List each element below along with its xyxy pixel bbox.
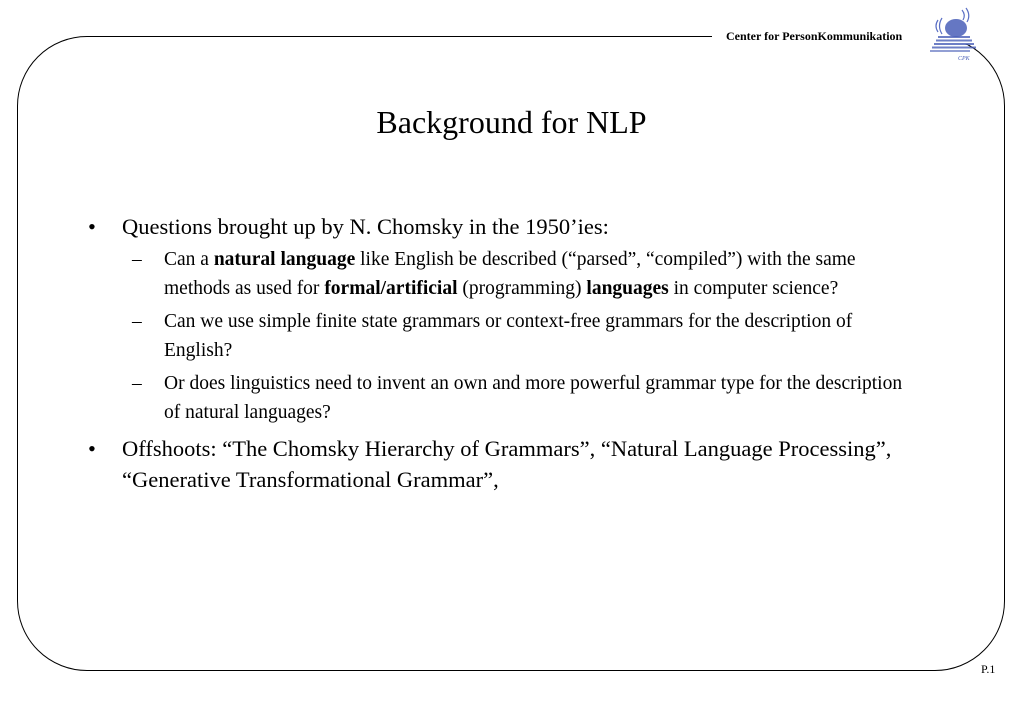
organization-name: Center for PersonKommunikation bbox=[726, 29, 903, 43]
cpk-logo-icon bbox=[920, 6, 980, 64]
sub-bullet-text: like English be described (“parsed”, “compiled”) with the same methods as used for bbox=[164, 249, 856, 299]
sub-bullet-marker: – bbox=[132, 311, 142, 332]
bold-term: languages bbox=[586, 278, 669, 299]
sub-bullet-marker: – bbox=[132, 249, 142, 270]
logo-text: CPK bbox=[958, 56, 970, 62]
bold-term: natural language bbox=[213, 249, 356, 270]
bullet-list bbox=[86, 211, 916, 498]
bullet-marker: • bbox=[88, 214, 96, 239]
page-number: P.1 bbox=[981, 662, 996, 676]
sub-bullet-text: (programming) bbox=[457, 278, 587, 299]
bullet-marker: • bbox=[88, 436, 96, 461]
bullet-text: Questions brought up by N. Chomsky in the 1950’ies: bbox=[122, 214, 609, 239]
sub-bullet-item bbox=[86, 369, 916, 427]
sub-bullet-marker: – bbox=[132, 373, 142, 394]
bullet-item bbox=[86, 433, 916, 495]
slide-title: Background for NLP bbox=[376, 104, 647, 140]
sub-bullet-text: in computer science? bbox=[668, 278, 839, 299]
sub-bullet-text: Or does linguistics need to invent an own and more powerful grammar type for the description of natural languages? bbox=[164, 373, 903, 423]
bold-term: formal/artificial bbox=[324, 278, 458, 299]
sub-bullet-text: Can we use simple finite state grammars or context-free grammars for the description of English? bbox=[164, 311, 853, 361]
bullet-item bbox=[86, 211, 916, 242]
sub-bullet-item bbox=[86, 307, 916, 365]
sub-bullet-item bbox=[86, 245, 916, 303]
bullet-text: Offshoots: “The Chomsky Hierarchy of Grammars”, “Natural Language Processing”, “Generative Transformational Grammar”, bbox=[122, 436, 892, 492]
sub-bullet-text: Can a bbox=[164, 249, 214, 270]
sub-bullet-list bbox=[86, 245, 916, 427]
